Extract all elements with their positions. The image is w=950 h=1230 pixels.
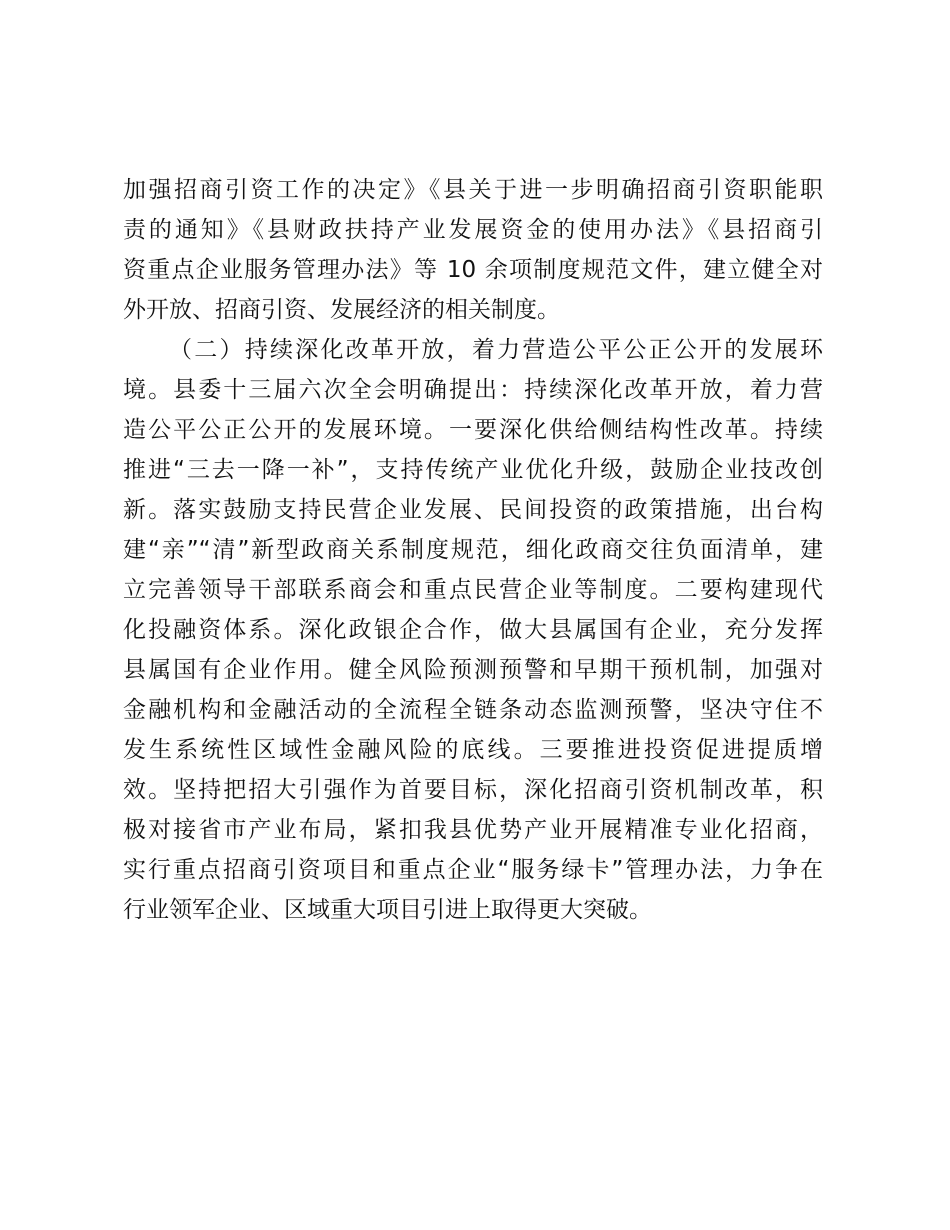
text-line: 资重点企业服务管理办法》等 10 余项制度规范文件，建立健全对: [123, 257, 823, 283]
text-line: 新。落实鼓励支持民营企业发展、民间投资的政策措施，出台构: [123, 497, 823, 523]
text-line: 实行重点招商引资项目和重点企业“服务绿卡”管理办法，力争在: [123, 857, 823, 883]
text-line: 推进“三去一降一补”，支持传统产业优化升级，鼓励企业技改创: [123, 457, 823, 483]
text-line: 极对接省市产业布局，紧扣我县优势产业开展精准专业化招商，: [123, 817, 823, 843]
text-line: 责的通知》《县财政扶持产业发展资金的使用办法》《县招商引: [123, 217, 823, 243]
section-heading-line: （二）持续深化改革开放，着力营造公平公正公开的发展环: [169, 337, 823, 363]
text-line: 外开放、招商引资、发展经济的相关制度。: [123, 297, 560, 323]
text-line: 造公平公正公开的发展环境。一要深化供给侧结构性改革。持续: [123, 417, 823, 443]
text-line: 境。县委十三届六次全会明确提出：持续深化改革开放，着力营: [123, 377, 823, 403]
text-line: 效。坚持把招大引强作为首要目标，深化招商引资机制改革，积: [123, 777, 823, 803]
text-line: 建“亲”“清”新型政商关系制度规范，细化政商交往负面清单，建: [123, 537, 823, 563]
text-line: 化投融资体系。深化政银企合作，做大县属国有企业，充分发挥: [123, 617, 823, 643]
text-line: 发生系统性区域性金融风险的底线。三要推进投资促进提质增: [123, 737, 823, 763]
text-line: 行业领军企业、区域重大项目引进上取得更大突破。: [123, 897, 652, 923]
document-body: [123, 170, 823, 930]
text-line: 加强招商引资工作的决定》《县关于进一步明确招商引资职能职: [123, 177, 823, 203]
text-line: 县属国有企业作用。健全风险预测预警和早期干预机制，加强对: [123, 657, 823, 683]
text-line: 金融机构和金融活动的全流程全链条动态监测预警，坚决守住不: [123, 697, 823, 723]
text-line: 立完善领导干部联系商会和重点民营企业等制度。二要构建现代: [123, 577, 823, 603]
